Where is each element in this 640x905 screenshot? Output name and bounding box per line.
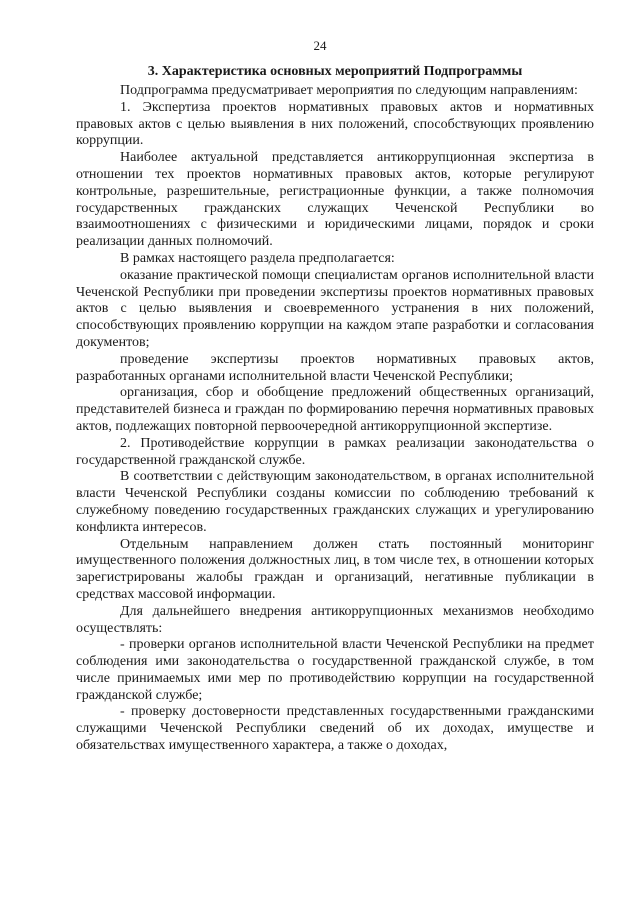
paragraph-commissions: В соответствии с действующим законодательством, в органах исполнительной власти Чеченской Республики созданы комиссии по соблюдению требований к служебному поведению государственных гражданских служащих и урегулированию конфликта интересов. <box>76 469 594 535</box>
paragraph-assistance: оказание практической помощи специалистам органов исполнительной власти Чеченской Республики при проведении экспертизы проектов нормативных правовых актов с целью выявления и своевременного устранения в них положений, способствующих проявлению коррупции на каждом этапе разработки и согласования документов; <box>76 267 594 350</box>
document-body <box>76 62 594 755</box>
paragraph-bullet-inspections: - проверки органов исполнительной власти Чеченской Республики на предмет соблюдения ими законодательства о государственной гражданской службе, в том числе принимаемых ими мер по противодействию коррупции на государственной гражданской службе; <box>76 637 594 703</box>
page-number: 24 <box>313 38 327 53</box>
paragraph-intro: Подпрограмма предусматривает мероприятия по следующим направлениям: <box>120 83 578 98</box>
paragraph-expertise: Наиболее актуальной представляется антикоррупционная экспертиза в отношении тех проектов нормативных правовых актов, которые регулируют контрольные, разрешительные, регистрационные функции, а также полномочия государственных гражданских служащих Чеченской Республики во взаимоотношениях с физическими и юридическими лицами, порядок и сроки реализации данных полномочий. <box>76 150 594 250</box>
paragraph-organization: организация, сбор и обобщение предложений общественных организаций, представителей бизнеса и граждан по формированию перечня нормативных правовых актов, подлежащих повторной первоочередной антикоррупционной экспертизе. <box>76 385 594 434</box>
paragraph-mechanisms: Для дальнейшего внедрения антикоррупционных механизмов необходимо осуществлять: <box>76 603 594 636</box>
paragraph-section-scope: В рамках настоящего раздела предполагается: <box>120 250 395 266</box>
paragraph-conducting: проведение экспертизы проектов нормативных правовых актов, разработанных органами исполнительной власти Чеченской Республики; <box>76 351 594 384</box>
paragraph-item-2: 2. Противодействие коррупции в рамках реализации законодательства о государственной гражданской службе. <box>76 435 594 468</box>
paragraph-item-1: 1. Экспертиза проектов нормативных правовых актов и нормативных правовых актов с целью выявления в них положений, способствующих проявлению коррупции. <box>76 99 594 149</box>
section-heading: 3. Характеристика основных мероприятий Подпрограммы <box>147 64 523 79</box>
paragraph-bullet-verification: - проверку достоверности представленных государственными гражданскими служащими Чеченской Республики сведений об их доходах, имуществе и обязательствах имущественного характера, а также о доходах, <box>76 704 594 754</box>
paragraph-monitoring: Отдельным направлением должен стать постоянный мониторинг имущественного положения должностных лиц, в том числе тех, в отношении которых зарегистрированы жалобы граждан и организаций, негативные публикации в средствах массовой информации. <box>76 536 594 602</box>
